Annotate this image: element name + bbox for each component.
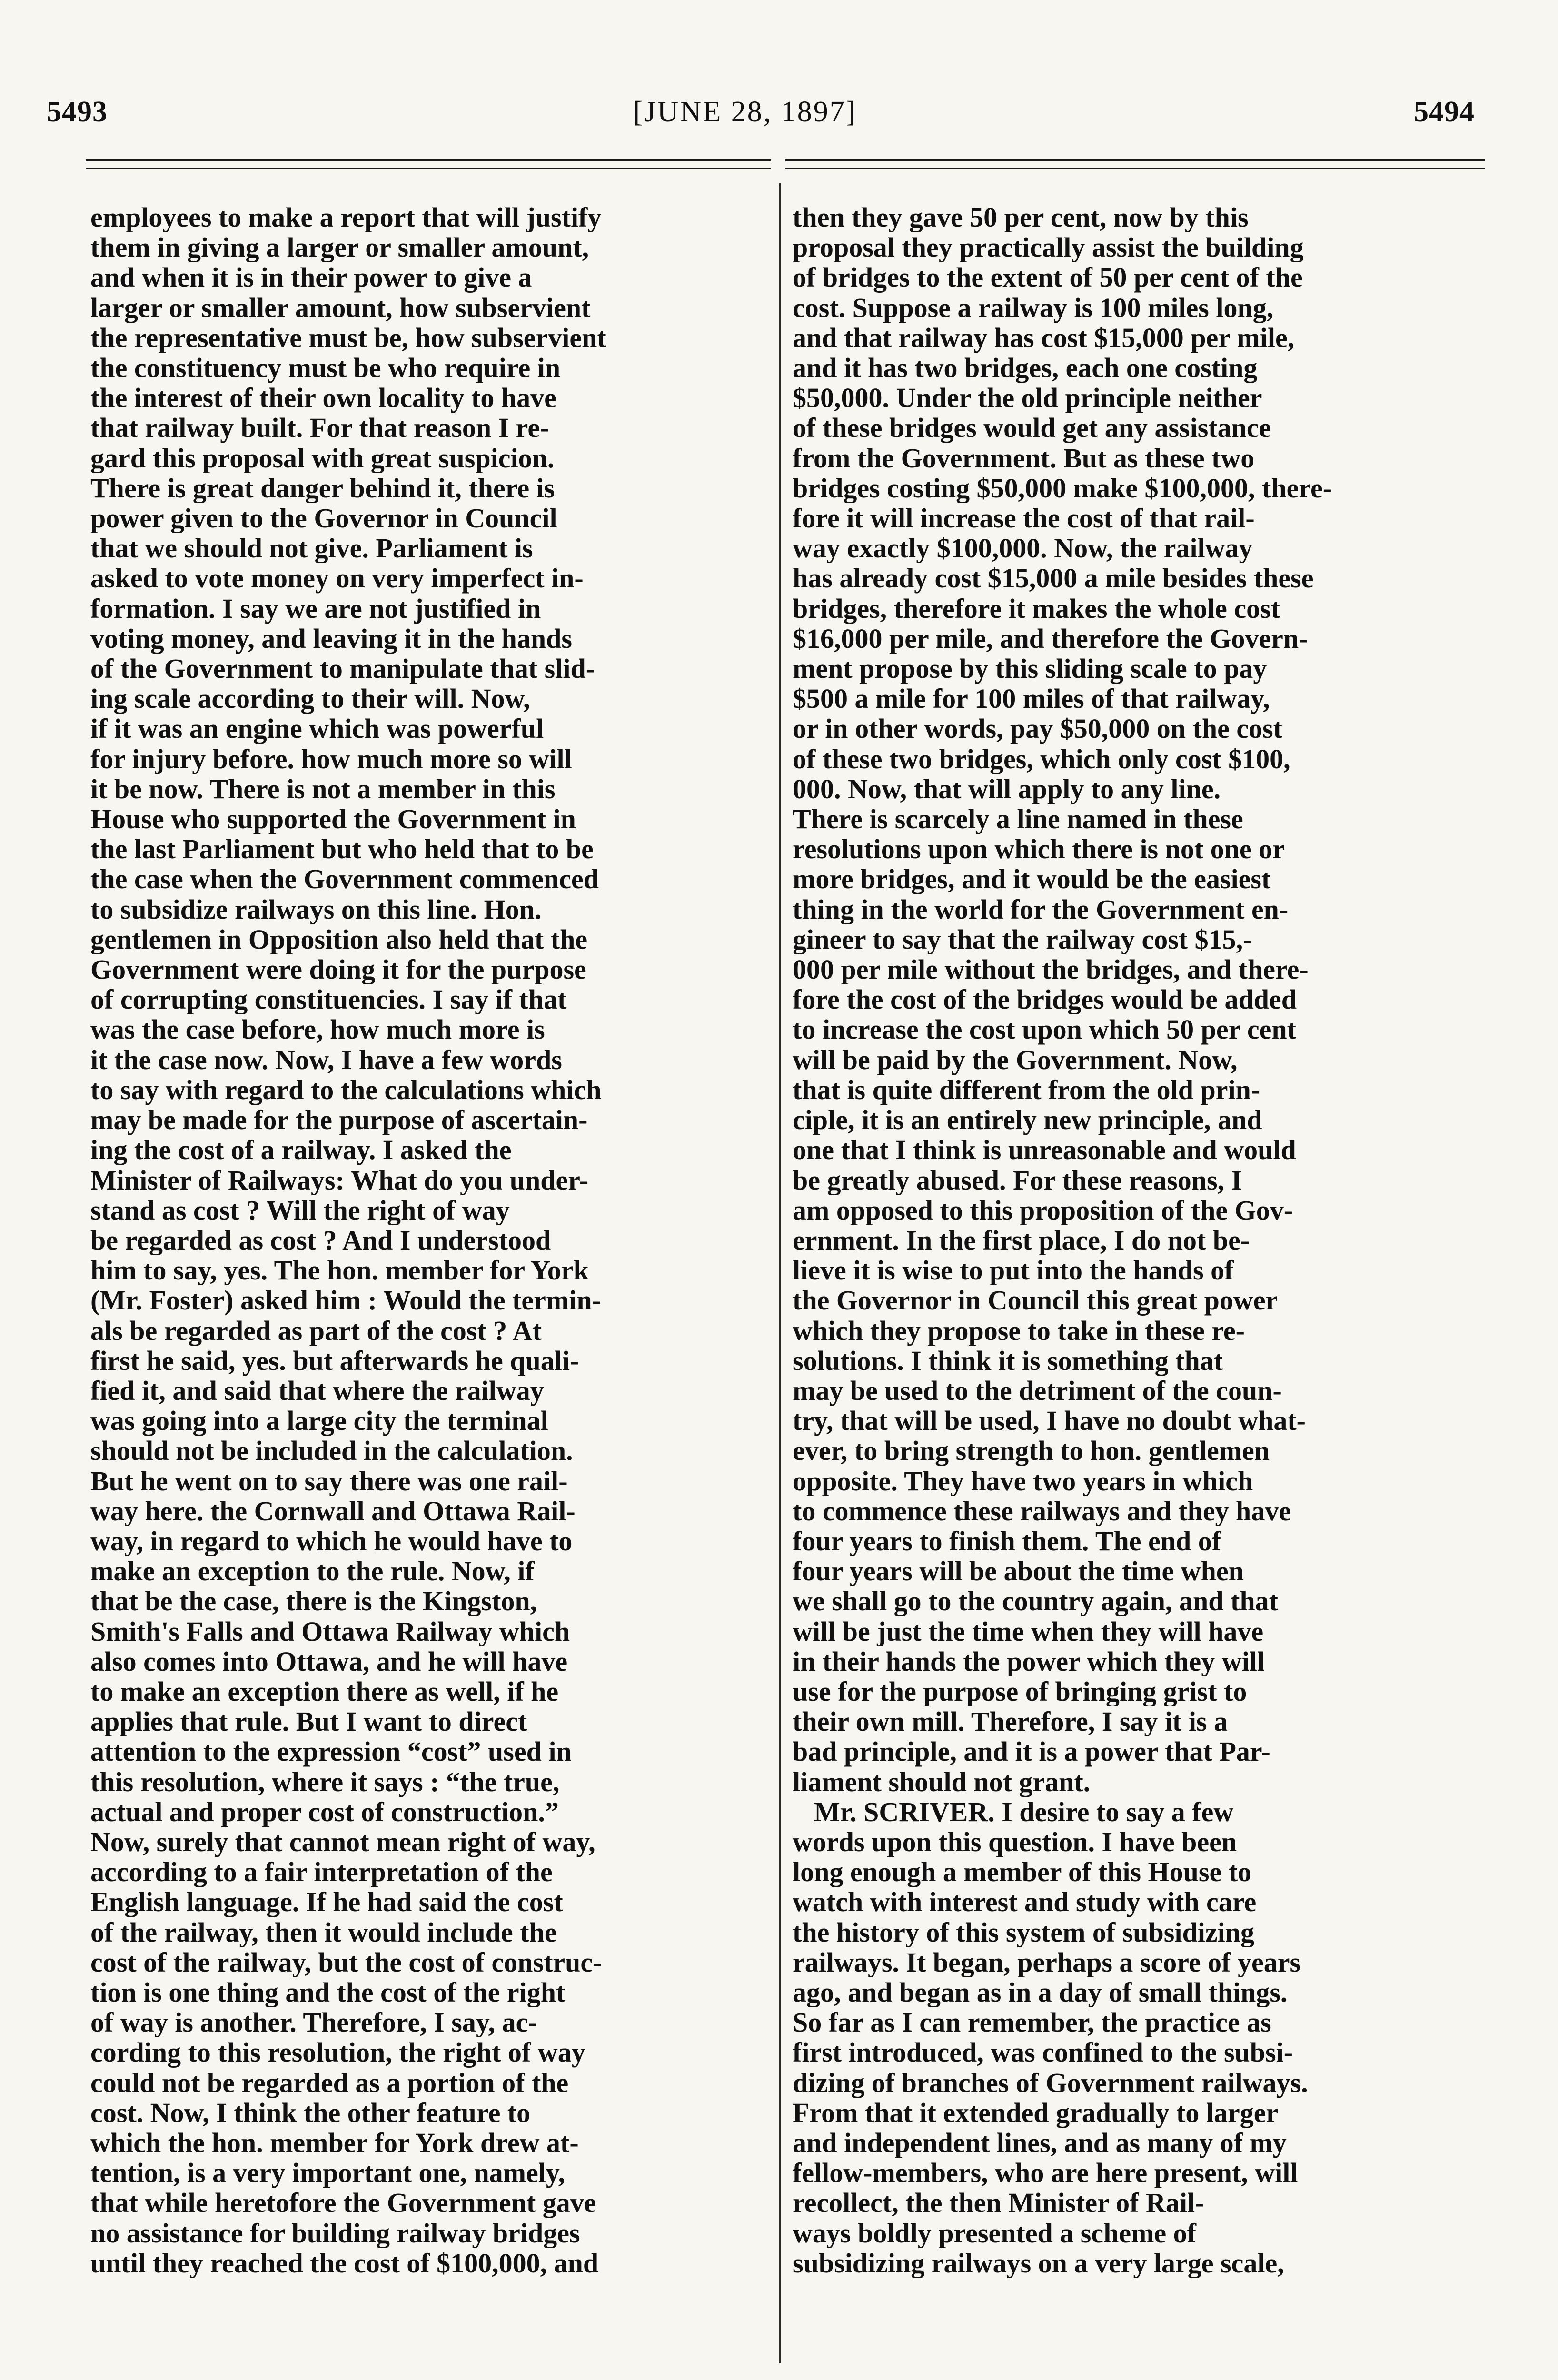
left-column xyxy=(90,202,769,2278)
text-line: thing in the world for the Government en- xyxy=(793,894,1289,924)
text-line: $500 a mile for 100 miles of that railway, xyxy=(793,684,1270,714)
page-header xyxy=(0,0,1558,157)
text-line: also comes into Ottawa, and he will have xyxy=(90,1646,568,1676)
text-line: ago, and began as in a day of small things. xyxy=(793,1977,1288,2008)
text-line: formation. I say we are not justified in xyxy=(90,593,541,624)
text-line: larger or smaller amount, how subservient xyxy=(90,292,591,323)
text-line: als be regarded as part of the cost ? At xyxy=(90,1315,542,1346)
text-line: and that railway has cost $15,000 per mile, xyxy=(793,322,1295,353)
text-line: House who supported the Government in xyxy=(90,804,576,834)
text-line: 000 per mile without the bridges, and there- xyxy=(793,954,1309,985)
text-line: fied it, and said that where the railway xyxy=(90,1375,544,1406)
text-line: to subsidize railways on this line. Hon. xyxy=(90,894,542,924)
text-line: that railway built. For that reason I re- xyxy=(90,413,549,443)
text-line: that is quite different from the old prin- xyxy=(793,1074,1260,1105)
text-line: proposal they practically assist the building xyxy=(793,232,1304,263)
text-line: be greatly abused. For these reasons, I xyxy=(793,1165,1242,1195)
text-line: was going into a large city the terminal xyxy=(90,1406,548,1436)
text-line: the case when the Government commenced xyxy=(90,864,599,894)
text-line: power given to the Governor in Council xyxy=(90,503,557,534)
text-line: the history of this system of subsidizing xyxy=(793,1917,1254,1947)
text-line: lieve it is wise to put into the hands of xyxy=(793,1255,1234,1286)
text-line: am opposed to this proposition of the Gov- xyxy=(793,1195,1293,1225)
text-line: way here. the Cornwall and Ottawa Rail- xyxy=(90,1496,576,1526)
header-rule-left-bottom xyxy=(86,168,771,169)
text-line: then they gave 50 per cent, now by this xyxy=(793,202,1249,233)
text-line: employees to make a report that will justify xyxy=(90,202,602,233)
text-line: will be paid by the Government. Now, xyxy=(793,1044,1238,1075)
text-line: liament should not grant. xyxy=(793,1766,1091,1797)
text-line: Smith's Falls and Ottawa Railway which xyxy=(90,1616,570,1646)
text-line: subsidizing railways on a very large scale, xyxy=(793,2248,1284,2279)
header-rule-right-bottom xyxy=(785,168,1485,169)
text-line: So far as I can remember, the practice as xyxy=(793,2007,1271,2038)
text-line: ever, to bring strength to hon. gentlemen xyxy=(793,1436,1270,1466)
text-line: and it has two bridges, each one costing xyxy=(793,353,1258,383)
text-line: try, that will be used, I have no doubt what- xyxy=(793,1406,1306,1436)
text-line: ment propose by this sliding scale to pay xyxy=(793,654,1267,684)
text-line: of bridges to the extent of 50 per cent of the xyxy=(793,262,1303,293)
text-line: There is great danger behind it, there is xyxy=(90,473,555,504)
header-rule-right-top xyxy=(785,159,1485,161)
text-line: the interest of their own locality to have xyxy=(90,383,556,413)
text-line: if it was an engine which was powerful xyxy=(90,714,544,744)
text-line: 000. Now, that will apply to any line. xyxy=(793,774,1221,804)
text-line: in their hands the power which they will xyxy=(793,1646,1265,1676)
text-line: cost. Suppose a railway is 100 miles long, xyxy=(793,292,1274,323)
page-date: [JUNE 28, 1897] xyxy=(633,96,857,128)
text-line: dizing of branches of Government railways. xyxy=(793,2067,1308,2098)
text-line: Minister of Railways: What do you under- xyxy=(90,1165,589,1195)
text-line: recollect, the then Minister of Rail- xyxy=(793,2188,1204,2218)
text-line: of the Government to manipulate that slid- xyxy=(90,654,595,684)
text-line: should not be included in the calculation. xyxy=(90,1436,573,1466)
text-line: to say with regard to the calculations which xyxy=(90,1074,602,1105)
text-line: ing scale according to their will. Now, xyxy=(90,684,530,714)
text-line: words upon this question. I have been xyxy=(793,1826,1237,1857)
text-line: to make an exception there as well, if he xyxy=(90,1676,559,1707)
text-line: attention to the expression “cost” used in xyxy=(90,1736,572,1767)
text-line: that be the case, there is the Kingston, xyxy=(90,1586,537,1616)
text-line: use for the purpose of bringing grist to xyxy=(793,1676,1247,1707)
text-line: their own mill. Therefore, I say it is a xyxy=(793,1706,1228,1737)
text-line: ciple, it is an entirely new principle, and xyxy=(793,1105,1262,1135)
header-rule-left-top xyxy=(86,159,771,161)
text-line: applies that rule. But I want to direct xyxy=(90,1706,527,1737)
text-line: ways boldly presented a scheme of xyxy=(793,2218,1196,2248)
text-line: $50,000. Under the old principle neither xyxy=(793,383,1262,413)
text-line: of the railway, then it would include the xyxy=(90,1917,557,1947)
page-number-right: 5494 xyxy=(1414,96,1475,128)
text-line: one that I think is unreasonable and would xyxy=(793,1135,1296,1165)
text-line: Now, surely that cannot mean right of way, xyxy=(90,1826,595,1857)
text-line: fellow-members, who are here present, will xyxy=(793,2158,1298,2188)
text-line: may be made for the purpose of ascertain- xyxy=(90,1105,588,1135)
text-line: four years to finish them. The end of xyxy=(793,1526,1221,1557)
text-line: of these two bridges, which only cost $100, xyxy=(793,744,1290,774)
text-line: asked to vote money on very imperfect in- xyxy=(90,563,584,594)
text-line: ing the cost of a railway. I asked the xyxy=(90,1135,512,1165)
text-line: cost. Now, I think the other feature to xyxy=(90,2097,531,2128)
text-line: we shall go to the country again, and that xyxy=(793,1586,1278,1616)
right-column xyxy=(793,202,1485,2278)
text-line: the representative must be, how subservient xyxy=(90,322,606,353)
text-line: was the case before, how much more is xyxy=(90,1014,545,1045)
page-number-left: 5493 xyxy=(47,96,108,128)
text-line: bridges, therefore it makes the whole cost xyxy=(793,593,1280,624)
text-line: for injury before. how much more so will xyxy=(90,744,572,774)
text-line: gineer to say that the railway cost $15,- xyxy=(793,924,1252,955)
text-line: bridges costing $50,000 make $100,000, there- xyxy=(793,473,1332,504)
text-line: gentlemen in Opposition also held that the xyxy=(90,924,588,955)
text-line: the Governor in Council this great power xyxy=(793,1285,1278,1316)
text-line: railways. It began, perhaps a score of years xyxy=(793,1947,1301,1977)
column-divider xyxy=(779,183,781,2363)
text-line: more bridges, and it would be the easiest xyxy=(793,864,1271,894)
text-line: the last Parliament but who held that to be xyxy=(90,834,594,864)
text-line: Mr. SCRIVER. I desire to say a few xyxy=(814,1796,1234,1827)
text-line: that while heretofore the Government gave xyxy=(90,2188,596,2218)
text-line: voting money, and leaving it in the hands xyxy=(90,623,572,654)
text-line: Government were doing it for the purpose xyxy=(90,954,586,985)
text-line: them in giving a larger or smaller amount, xyxy=(90,232,589,263)
text-line: of these bridges would get any assistance xyxy=(793,413,1271,443)
text-line: first he said, yes. but afterwards he quali- xyxy=(90,1345,579,1376)
text-line: which the hon. member for York drew at- xyxy=(90,2128,579,2158)
text-line: $16,000 per mile, and therefore the Govern- xyxy=(793,623,1308,654)
text-line: cording to this resolution, the right of way xyxy=(90,2037,585,2068)
text-line: English language. If he had said the cost xyxy=(90,1887,563,1917)
text-line: opposite. They have two years in which xyxy=(793,1466,1253,1496)
text-line: way exactly $100,000. Now, the railway xyxy=(793,533,1253,564)
text-line: bad principle, and it is a power that Par- xyxy=(793,1736,1270,1767)
text-line: of way is another. Therefore, I say, ac- xyxy=(90,2007,537,2038)
text-line: may be used to the detriment of the coun- xyxy=(793,1375,1282,1406)
text-line: it the case now. Now, I have a few words xyxy=(90,1044,562,1075)
text-line: gard this proposal with great suspicion. xyxy=(90,443,555,473)
text-line: which they propose to take in these re- xyxy=(793,1315,1245,1346)
text-line: But he went on to say there was one rail- xyxy=(90,1466,568,1496)
text-line: cost of the railway, but the cost of construc- xyxy=(90,1947,602,1977)
text-line: of corrupting constituencies. I say if that xyxy=(90,984,567,1015)
text-line: it be now. There is not a member in this xyxy=(90,774,556,804)
text-line: There is scarcely a line named in these xyxy=(793,804,1243,834)
text-line: from the Government. But as these two xyxy=(793,443,1255,473)
text-line: has already cost $15,000 a mile besides these xyxy=(793,563,1314,594)
text-line: this resolution, where it says : “the true, xyxy=(90,1766,560,1797)
text-line: fore it will increase the cost of that rail- xyxy=(793,503,1255,534)
text-line: ernment. In the first place, I do not be- xyxy=(793,1225,1250,1256)
text-line: long enough a member of this House to xyxy=(793,1857,1252,1887)
text-line: to commence these railways and they have xyxy=(793,1496,1291,1526)
text-line: him to say, yes. The hon. member for York xyxy=(90,1255,589,1286)
text-line: the constituency must be who require in xyxy=(90,353,561,383)
text-line: until they reached the cost of $100,000, and xyxy=(90,2248,599,2279)
text-line: or in other words, pay $50,000 on the cost xyxy=(793,714,1282,744)
text-line: could not be regarded as a portion of the xyxy=(90,2067,569,2098)
text-line: make an exception to the rule. Now, if xyxy=(90,1556,535,1587)
text-line: fore the cost of the bridges would be added xyxy=(793,984,1297,1015)
text-line: first introduced, was confined to the subsi- xyxy=(793,2037,1293,2068)
text-line: resolutions upon which there is not one or xyxy=(793,834,1285,864)
text-line: stand as cost ? Will the right of way xyxy=(90,1195,510,1225)
text-line: be regarded as cost ? And I understood xyxy=(90,1225,551,1256)
text-line: that we should not give. Parliament is xyxy=(90,533,533,564)
text-line: way, in regard to which he would have to xyxy=(90,1526,573,1557)
text-line: actual and proper cost of construction.” xyxy=(90,1796,559,1827)
text-line: solutions. I think it is something that xyxy=(793,1345,1223,1376)
text-line: according to a fair interpretation of the xyxy=(90,1857,553,1887)
text-line: to increase the cost upon which 50 per cent xyxy=(793,1014,1296,1045)
text-line: and when it is in their power to give a xyxy=(90,262,532,293)
text-line: (Mr. Foster) asked him : Would the termin- xyxy=(90,1285,601,1316)
text-line: no assistance for building railway bridges xyxy=(90,2218,580,2248)
text-line: will be just the time when they will have xyxy=(793,1616,1264,1646)
text-line: and independent lines, and as many of my xyxy=(793,2128,1287,2158)
text-line: tion is one thing and the cost of the right xyxy=(90,1977,566,2008)
text-line: tention, is a very important one, namely, xyxy=(90,2158,566,2188)
text-line: watch with interest and study with care xyxy=(793,1887,1257,1917)
text-line: four years will be about the time when xyxy=(793,1556,1244,1587)
text-line: From that it extended gradually to larger xyxy=(793,2097,1279,2128)
